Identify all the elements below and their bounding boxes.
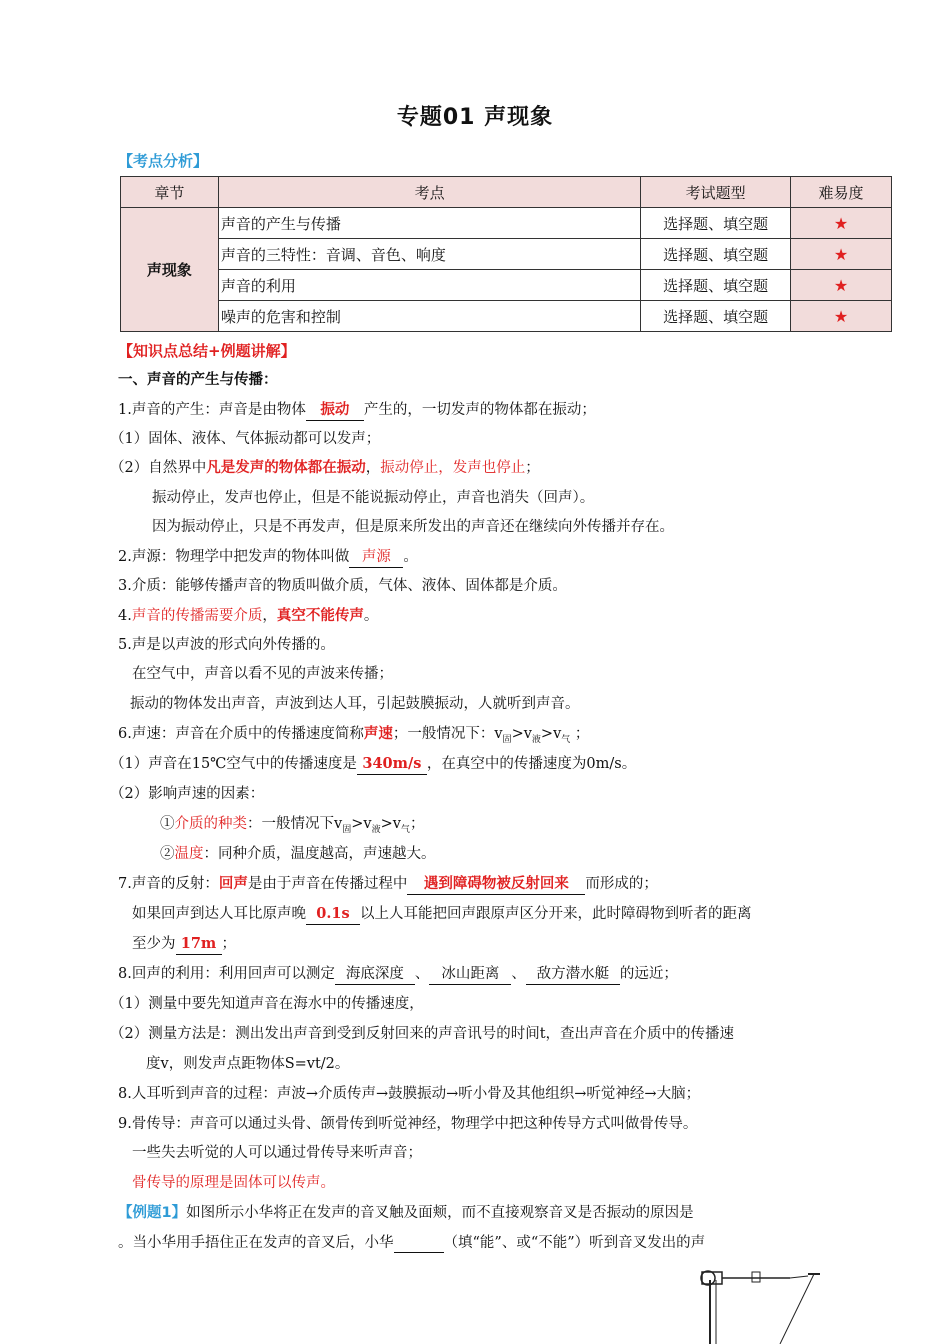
example-label: 【例题1】 bbox=[118, 1205, 187, 1221]
answer-blank: 振动 bbox=[306, 400, 364, 421]
table-group-cell: 声现象 bbox=[121, 208, 219, 332]
subscript: 气 bbox=[400, 824, 410, 835]
text: ：一般情况下v bbox=[247, 816, 343, 832]
subscript: 固 bbox=[342, 824, 352, 835]
text-line: 5.声是以声波的形式向外传播的。 bbox=[118, 637, 335, 653]
highlight-text: 声音的传播需要介质 bbox=[131, 608, 263, 624]
text-line bbox=[110, 754, 636, 775]
text-line bbox=[132, 934, 236, 955]
subscript: 液 bbox=[531, 734, 541, 745]
example-line bbox=[118, 1233, 705, 1253]
text: ；一般情况下：v bbox=[392, 726, 503, 742]
text: 。 bbox=[363, 608, 379, 624]
highlight-text: 凡是发声的物体都在振动 bbox=[206, 459, 366, 476]
star-icon: ★ bbox=[833, 275, 849, 295]
table-cell-type: 选择题、填空题 bbox=[641, 270, 791, 301]
table-cell-type: 选择题、填空题 bbox=[641, 239, 791, 270]
highlight-text: 介质的种类 bbox=[174, 816, 247, 832]
table-cell-point: 声音的三特性：音调、音色、响度 bbox=[218, 239, 640, 270]
answer-blank: 17m bbox=[176, 934, 222, 955]
table-cell-level bbox=[791, 208, 892, 239]
text: >v bbox=[511, 726, 532, 742]
highlight-text: 真空不能传声 bbox=[276, 607, 364, 624]
text: 。 bbox=[403, 549, 418, 565]
text-line: 在空气中，声音以看不见的声波来传播； bbox=[132, 666, 393, 682]
answer-blank: 声源 bbox=[349, 547, 403, 568]
table-header-row bbox=[121, 177, 892, 208]
text: 。当小华用手捂住正在发声的音叉后，小华 bbox=[118, 1235, 394, 1251]
table-row bbox=[121, 270, 892, 301]
text-line: （2）影响声速的因素： bbox=[110, 786, 265, 802]
text-line: 一些失去听觉的人可以通过骨传导来听声音； bbox=[132, 1145, 422, 1161]
subscript: 固 bbox=[502, 734, 512, 745]
text-line bbox=[118, 606, 378, 626]
table-row bbox=[121, 239, 892, 270]
text: （2）自然界中 bbox=[110, 460, 207, 476]
text: 如图所示小华将正在发声的音叉触及面颊，而不直接观察音叉是否振动的原因是 bbox=[186, 1205, 694, 1221]
table-header: 考点 bbox=[218, 177, 640, 208]
text: 而形成的； bbox=[585, 876, 658, 892]
text: 1.声音的产生：声音是由物体 bbox=[118, 402, 306, 418]
text: ① bbox=[160, 816, 175, 832]
subscript: 液 bbox=[371, 824, 381, 835]
answer-blank-empty[interactable] bbox=[394, 1236, 444, 1253]
text: （填“能”、或“不能”）听到音叉发出的声 bbox=[443, 1235, 706, 1251]
star-icon: ★ bbox=[833, 306, 849, 326]
answer-blank: 敌方潜水艇 bbox=[526, 964, 620, 985]
star-icon: ★ bbox=[833, 213, 849, 233]
table-header: 难易度 bbox=[791, 177, 892, 208]
text-line: 3.介质：能够传播声音的物质叫做介质，气体、液体、固体都是介质。 bbox=[118, 578, 567, 594]
text-line: 振动停止，发声也停止，但是不能说振动停止，声音也消失（回声）。 bbox=[152, 490, 595, 506]
table-cell-point: 声音的利用 bbox=[218, 270, 640, 301]
text: ② bbox=[160, 846, 175, 862]
table-cell-level bbox=[791, 239, 892, 270]
section-label-analysis: 【考点分析】 bbox=[118, 152, 209, 170]
text: 8.回声的利用：利用回声可以测定 bbox=[118, 966, 335, 982]
text-line: （1）固体、液体、气体振动都可以发声； bbox=[110, 431, 381, 447]
table-row bbox=[121, 208, 892, 239]
text: ：同种介质，温度越高，声速越大。 bbox=[203, 846, 436, 862]
text: 以上人耳能把回声跟原声区分开来，此时障碍物到听者的距离 bbox=[360, 906, 752, 922]
table-cell-level bbox=[791, 270, 892, 301]
text: 如果回声到达人耳比原声晚 bbox=[132, 906, 306, 922]
text-line bbox=[160, 814, 424, 840]
table-cell-point: 声音的产生与传播 bbox=[218, 208, 640, 239]
text-line: 9.骨传导：声音可以通过头骨、颌骨传到听觉神经，物理学中把这种传导方式叫做骨传导。 bbox=[118, 1116, 698, 1132]
text: ； bbox=[409, 816, 425, 832]
text: 4. bbox=[118, 608, 132, 624]
text-line: （1）测量中要先知道声音在海水中的传播速度， bbox=[110, 996, 424, 1012]
highlight-text: 振动停止，发声也停止 bbox=[380, 460, 526, 476]
answer-blank: 海底深度 bbox=[335, 964, 415, 985]
text-line bbox=[118, 724, 589, 750]
text-line bbox=[118, 547, 418, 568]
text: 产生的，一切发声的物体都在振动； bbox=[363, 402, 596, 418]
text-line bbox=[118, 400, 596, 421]
answer-blank: 340m/s bbox=[357, 754, 427, 775]
section-heading: 一、声音的产生与传播： bbox=[118, 372, 278, 388]
page-title: 专题01 声现象 bbox=[396, 105, 554, 130]
subscript: 气 bbox=[561, 734, 571, 745]
text: >v bbox=[380, 816, 401, 832]
text: >v bbox=[351, 816, 372, 832]
text: >v bbox=[540, 726, 562, 742]
text: 6.声速：声音在介质中的传播速度简称 bbox=[118, 726, 364, 742]
text: ； bbox=[221, 936, 236, 952]
text-line: 因为振动停止，只是不再发声，但是原来所发出的声音还在继续向外传播并存在。 bbox=[152, 519, 674, 535]
example-line bbox=[118, 1203, 694, 1223]
highlight-text: 回声 bbox=[218, 875, 248, 892]
text: ， bbox=[365, 460, 381, 476]
text-line: 度v，则发声点距物体S=vt/2。 bbox=[146, 1056, 350, 1072]
text: 7.声音的反射： bbox=[118, 876, 219, 892]
answer-blank: 遇到障碍物被反射回来 bbox=[407, 874, 585, 895]
table-cell-level bbox=[791, 301, 892, 332]
text-line: 振动的物体发出声音，声波到达人耳，引起鼓膜振动，人就听到声音。 bbox=[130, 696, 580, 712]
text-line bbox=[160, 844, 436, 864]
table-cell-type: 选择题、填空题 bbox=[641, 208, 791, 239]
text: （1）声音在15℃空气中的传播速度是 bbox=[110, 756, 357, 772]
text: ， bbox=[262, 608, 277, 624]
text: 的远近； bbox=[619, 966, 678, 982]
text-line bbox=[110, 458, 540, 478]
text-line: 骨传导的原理是固体可以传声。 bbox=[132, 1175, 335, 1191]
star-icon: ★ bbox=[833, 244, 849, 264]
text: ，在真空中的传播速度为0m/s。 bbox=[426, 756, 637, 772]
highlight-text: 温度 bbox=[174, 846, 204, 862]
text-line bbox=[118, 874, 658, 895]
answer-blank: 冰山距离 bbox=[429, 964, 511, 985]
text: 是由于声音在传播过程中 bbox=[247, 876, 408, 892]
table-header: 考试题型 bbox=[641, 177, 791, 208]
tuning-fork-stand-figure bbox=[680, 1258, 860, 1344]
table-header: 章节 bbox=[121, 177, 219, 208]
knowledge-table bbox=[120, 176, 892, 332]
text-line bbox=[118, 964, 678, 985]
text-line: 8.人耳听到声音的过程：声波→介质传声→鼓膜振动→听小骨及其他组织→听觉神经→大脑； bbox=[118, 1086, 701, 1102]
text: 、 bbox=[414, 966, 430, 982]
table-cell-type: 选择题、填空题 bbox=[641, 301, 791, 332]
table-cell-point: 噪声的危害和控制 bbox=[218, 301, 640, 332]
text-line bbox=[132, 904, 752, 925]
text-line: （2）测量方法是：测出发出声音到受到反射回来的声音讯号的时间t，查出声音在介质中的传播速 bbox=[110, 1026, 735, 1042]
text: 至少为 bbox=[132, 936, 176, 952]
text: ； bbox=[525, 460, 540, 476]
answer-blank: 0.1s bbox=[306, 904, 360, 925]
highlight-text: 声速 bbox=[363, 725, 393, 742]
text: 、 bbox=[511, 966, 526, 982]
table-row bbox=[121, 301, 892, 332]
text: 2.声源：物理学中把发声的物体叫做 bbox=[118, 549, 350, 565]
text: ； bbox=[570, 726, 590, 742]
section-label-summary: 【知识点总结+例题讲解】 bbox=[118, 342, 296, 360]
